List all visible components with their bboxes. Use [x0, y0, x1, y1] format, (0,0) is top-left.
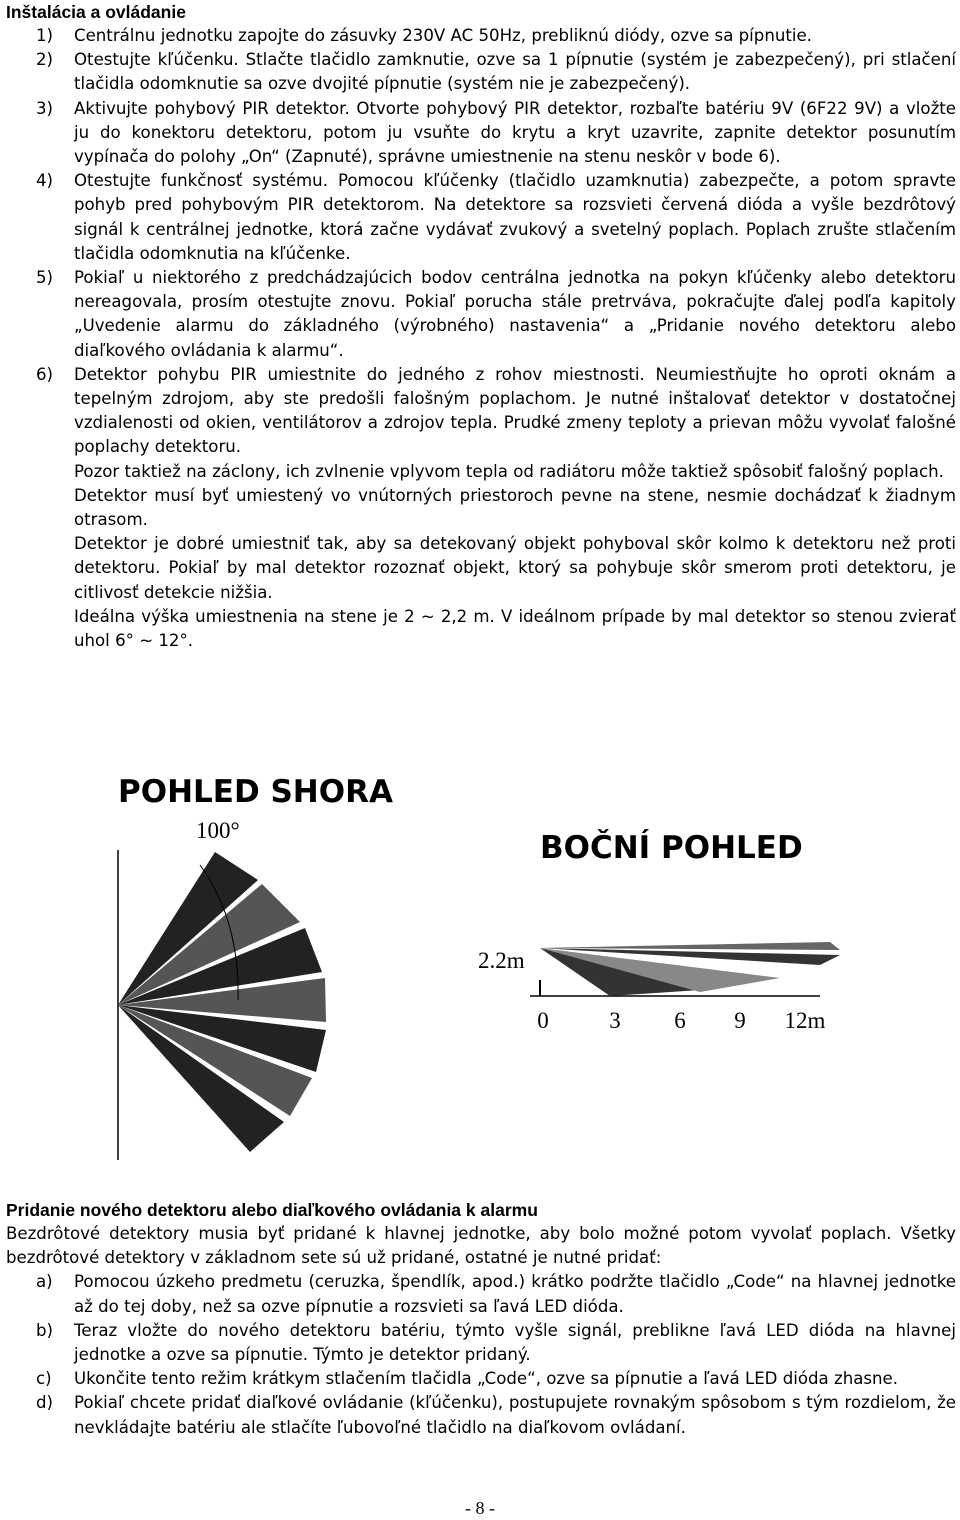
item-text: Pokiaľ chcete pridať diaľkové ovládanie (kľúčenku), postupujete rovnakým spôsobom s tým rozdielom, že nevkládajte batériu ale stlačíte ľubovoľné tlačidlo na diaľkovom ovládaní. [74, 1393, 956, 1437]
item-text: Otestujte funkčnosť systému. Pomocou kľúčenky (tlačidlo uzamknutia) zabezpečte, a potom spravte pohyb pred pohybovým PIR detektorom. Na detektore sa rozsvieti červená dióda a vyšle bezdrôtový signál k centrálnej jednotke, ktorá začne vydávať zvukový a svetelný poplach. Poplach zrušte stlačením tlačidla odomknutia na kľúčenke. [74, 171, 956, 263]
item-text: Pomocou úzkeho predmetu (ceruzka, špendlík, apod.) krátko podržte tlačidlo „Code“ na hlavnej jednotke až do tej doby, než sa ozve pípnutie a rozsvieti sa ľavá LED dióda. [74, 1272, 956, 1316]
side-view-title: BOČNÍ POHLED [540, 830, 803, 866]
list-item [6, 1391, 956, 1439]
list-item [6, 48, 956, 96]
item-text: Ukončite tento režim krátkym stlačením tlačidla „Code“, ozve sa pípnutie a ľavá LED dióda zhasne. [74, 1369, 899, 1389]
item-letter: b) [36, 1320, 54, 1340]
tick-label: 6 [674, 1008, 686, 1033]
list-item [6, 97, 956, 170]
side-view-beams [530, 942, 840, 996]
top-view-title: POHLED SHORA [118, 774, 393, 810]
tick-label: 3 [609, 1008, 621, 1033]
item-number: 5) [36, 268, 54, 288]
installation-steps [6, 24, 956, 653]
section-installation [6, 0, 956, 653]
distance-axis [537, 1008, 825, 1033]
height-label: 2.2m [478, 948, 525, 973]
item-text: Detektor je dobré umiestniť tak, aby sa detekovaný objekt pohyboval skôr kolmo k detektoru než proti detektoru. Pokiaľ by mal detektor rozoznať objekt, ktorý sa pohybuje skôr smerom proti detektoru, je citlivosť detekcie nižšia. [74, 534, 956, 602]
tick-label: 12m [784, 1008, 826, 1033]
item-text: Ideálna výška umiestnenia na stene je 2 ~ 2,2 m. V ideálnom prípade by mal detektor so stenou zvierať uhol 6° ~ 12°. [74, 606, 956, 651]
item-letter: c) [36, 1369, 52, 1389]
list-item [6, 1367, 956, 1391]
item-text: Pokiaľ u niektorého z predchádzajúcich bodov centrálna jednotka na pokyn kľúčenky alebo detektoru nereagovala, prosím otestujte znovu. Pokiaľ porucha stále pretrváva, pokračujte ďalej podľa kapitoly „Uvedenie alarmu do základného (výrobného) nastavenia“ a „Pridanie nového detektoru alebo diaľkového ovládania k alarmu“. [74, 268, 956, 360]
item-number: 2) [36, 50, 54, 70]
list-item [6, 1319, 956, 1367]
section-title: Inštalácia a ovládanie [6, 2, 186, 22]
item-text: Aktivujte pohybový PIR detektor. Otvorte pohybový PIR detektor, rozbaľte batériu 9V (6F22 9V) a vložte ju do konektoru detektoru, potom ju vsuňte do krytu a kryt uzavrite, zapnite detektor posunutím vypínača do polohy „On“ (Zapnuté), správne umiestnenie na stenu neskôr v bode 6). [74, 98, 956, 167]
page-number: - 8 - [465, 1498, 495, 1518]
item-letter: d) [36, 1393, 54, 1413]
list-item [6, 363, 956, 653]
item-text: Detektor pohybu PIR umiestnite do jedného z rohov miestnosti. Neumiestňujte ho oproti oknám a tepelným zdrojom, aby ste predošli falošným poplachom. Je nutné inštalovať detektor v dostatočnej vzdialenosti od okien, ventilátorov a zdrojov tepla. Prudké zmeny teploty a prievan môžu vyvolať falošné poplachy detektoru. [74, 364, 956, 457]
angle-label: 100° [196, 818, 240, 843]
list-item [6, 24, 956, 48]
item-text: Pozor taktiež na záclony, ich zvlnenie vplyvom tepla od radiátoru môže taktiež spôsobiť falošný poplach. [74, 461, 944, 481]
item-text: Otestujte kľúčenku. Stlačte tlačidlo zamknutie, ozve sa 1 pípnutie (systém je zabezpečený), pri stlačení tlačidla odomknutie sa ozve dvojité pípnutie (systém nie je zabezpečený). [74, 50, 956, 94]
item-letter: a) [36, 1272, 53, 1292]
pir-coverage-diagram [0, 760, 960, 1180]
item-text: Teraz vložte do nového detektoru batériu, týmto vyšle signál, preblikne ľavá LED dióda na hlavnej jednotke a ozve sa pípnutie. Týmto je detektor pridaný. [74, 1320, 956, 1365]
section-add-detector [6, 1198, 956, 1440]
section-title: Pridanie nového detektoru alebo diaľkového ovládania k alarmu [6, 1200, 538, 1220]
section-intro: Bezdrôtové detektory musia byť pridané k hlavnej jednotke, aby bolo možné potom vyvolať poplach. Všetky bezdrôtové detektory v základnom sete sú už pridané, ostatné je nutné pridať: [6, 1224, 956, 1268]
item-number: 4) [36, 171, 54, 191]
item-number: 1) [36, 26, 54, 45]
tick-label: 9 [734, 1008, 746, 1033]
list-item [6, 169, 956, 266]
item-number: 3) [36, 98, 54, 118]
top-view-fan [118, 850, 326, 1160]
list-item [6, 1270, 956, 1318]
tick-label: 0 [537, 1008, 549, 1033]
add-detector-steps [6, 1270, 956, 1439]
item-number: 6) [36, 364, 54, 384]
item-text: Centrálnu jednotku zapojte do zásuvky 230V AC 50Hz, prebliknú diódy, ozve sa pípnutie. [74, 26, 812, 45]
item-text: Detektor musí byť umiestený vo vnútorných priestoroch pevne na stene, nesmie dochádzať k žiadnym otrasom. [74, 485, 956, 530]
list-item [6, 266, 956, 363]
